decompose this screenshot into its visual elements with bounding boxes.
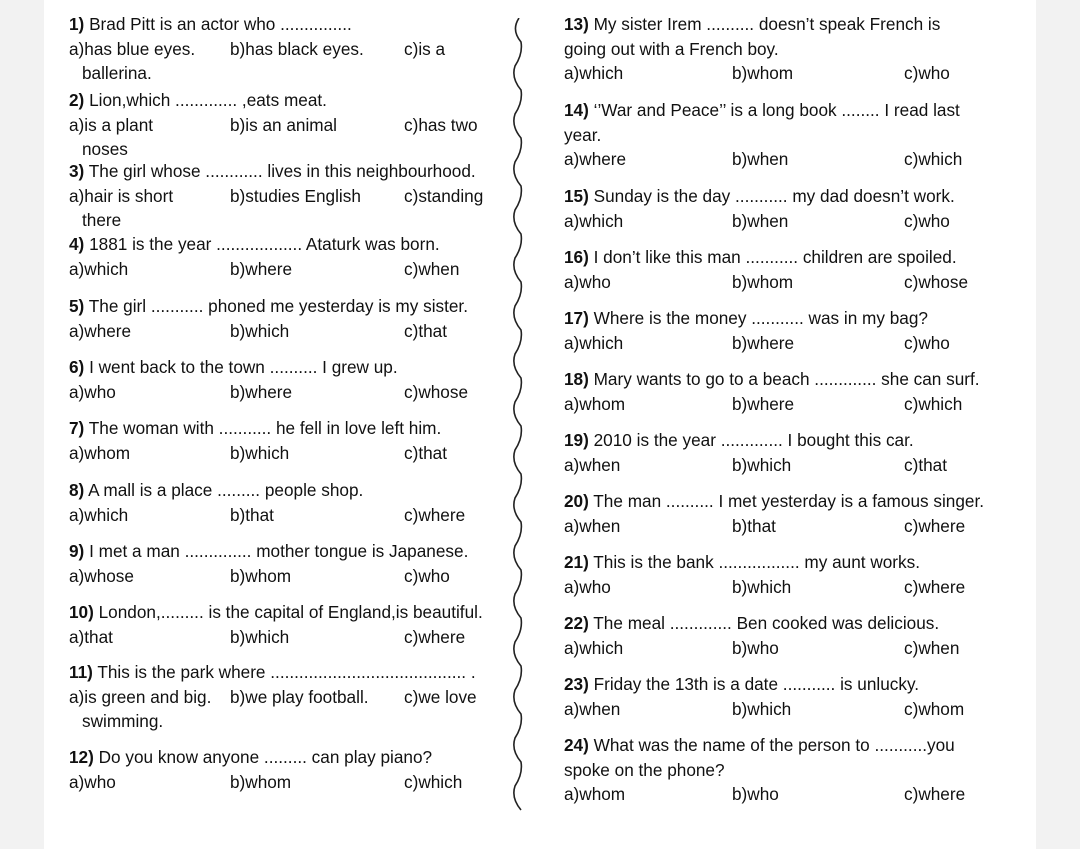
option-a: a)which	[564, 637, 624, 658]
question-text	[69, 745, 509, 770]
option-b: b)where	[732, 393, 795, 414]
answer-options	[69, 113, 509, 138]
question-stem: 2010 is the year ............. I bought this car.	[588, 430, 914, 450]
option-b: b)studies English	[230, 185, 361, 206]
option-b: b)which	[230, 320, 290, 341]
option-c: c)where	[904, 515, 966, 536]
question-stem: I don’t like this man ........... children are spoiled.	[588, 247, 957, 267]
option-b: b)where	[732, 332, 795, 353]
answer-options	[564, 636, 1014, 661]
question-7	[69, 416, 509, 465]
question-5	[69, 294, 509, 343]
question-stem-continuation: spoke on the phone?	[564, 759, 725, 780]
option-a: a)whose	[69, 565, 134, 586]
option-a: a)who	[564, 271, 611, 292]
option-c: c)where	[404, 504, 466, 525]
option-c: c)we love	[404, 686, 477, 707]
option-c: c)has two	[404, 114, 478, 135]
answer-options	[564, 331, 1014, 356]
answer-options	[69, 770, 509, 795]
option-c: c)whose	[404, 381, 468, 402]
option-b: b)whom	[230, 565, 292, 586]
answer-options	[564, 514, 1014, 539]
option-b: b)who	[732, 637, 779, 658]
question-text	[564, 428, 1014, 453]
question-stem: The woman with ........... he fell in love left him.	[84, 418, 442, 438]
question-stem: Lion,which ............. ,eats meat.	[84, 90, 327, 110]
question-15	[564, 184, 1014, 233]
question-number: 16)	[564, 247, 589, 267]
option-c: c)which	[904, 149, 963, 169]
worksheet-page	[44, 0, 1036, 849]
question-stem: Sunday is the day ........... my dad doesn’t work.	[588, 186, 955, 206]
question-stem: Where is the money ........... was in my bag?	[588, 308, 928, 328]
option-a: a)has blue eyes.	[69, 38, 196, 59]
question-number: 14)	[564, 100, 589, 120]
question-17	[564, 306, 1014, 355]
question-text	[564, 184, 1014, 209]
option-b: b)where	[230, 258, 293, 279]
question-stem: I met a man .............. mother tongue is Japanese.	[84, 541, 469, 561]
option-a: a)which	[69, 258, 129, 279]
question-number: 22)	[564, 613, 589, 633]
option-a: a)whom	[564, 784, 626, 804]
question-text	[69, 416, 509, 441]
option-c: c)where	[404, 626, 466, 647]
answer-options	[564, 209, 1014, 234]
question-20	[564, 489, 1014, 538]
question-stem: My sister Irem .......... doesn’t speak French is	[588, 14, 941, 34]
question-number: 3)	[69, 161, 85, 181]
question-number: 13)	[564, 14, 589, 34]
option-c: c)who	[904, 63, 950, 83]
question-text	[69, 355, 509, 380]
question-number: 20)	[564, 491, 589, 511]
option-b: b)that	[230, 504, 274, 525]
question-text	[69, 478, 509, 503]
question-9	[69, 539, 509, 588]
question-number: 24)	[564, 735, 589, 755]
option-c: c)who	[904, 332, 950, 353]
question-number: 8)	[69, 480, 85, 500]
question-stem: What was the name of the person to ...........you	[588, 735, 955, 755]
question-number: 6)	[69, 357, 85, 377]
answer-options	[69, 625, 509, 650]
question-number: 12)	[69, 747, 94, 767]
question-number: 4)	[69, 234, 85, 254]
question-text	[564, 489, 1014, 514]
option-b: b)which	[230, 626, 290, 647]
question-text	[564, 12, 1014, 37]
answer-options	[69, 37, 509, 62]
question-stem: This is the park where ......................................... .	[92, 662, 476, 682]
question-2	[69, 88, 509, 162]
question-stem-continuation: year.	[564, 124, 602, 145]
question-number: 23)	[564, 674, 589, 694]
question-13	[564, 12, 1014, 86]
option-a: a)when	[564, 515, 621, 536]
option-c: c)whom	[904, 698, 965, 719]
question-18	[564, 367, 1014, 416]
answer-options	[564, 61, 1014, 86]
question-12	[69, 745, 509, 794]
answer-options	[564, 453, 1014, 478]
question-stem: The meal ............. Ben cooked was delicious.	[588, 613, 940, 633]
question-text	[564, 367, 1014, 392]
question-stem: The girl ........... phoned me yesterday is my sister.	[84, 296, 468, 316]
question-number: 19)	[564, 430, 589, 450]
option-b: b)we play football.	[230, 686, 369, 707]
question-text	[564, 611, 1014, 636]
question-text	[69, 294, 509, 319]
option-a: a)which	[564, 63, 624, 83]
option-b: b)when	[732, 210, 789, 231]
question-number: 21)	[564, 552, 589, 572]
question-text	[69, 159, 509, 184]
option-b: b)where	[230, 381, 293, 402]
option-c: c)where	[904, 784, 966, 804]
question-stem: London,......... is the capital of England,is beautiful.	[93, 602, 483, 622]
question-10	[69, 600, 509, 649]
zigzag-divider	[509, 18, 529, 816]
question-stem: Friday the 13th is a date ........... is unlucky.	[588, 674, 920, 694]
question-text	[69, 88, 509, 113]
option-b: b)is an animal	[230, 114, 337, 135]
option-c-continuation: there	[82, 210, 122, 230]
question-number: 18)	[564, 369, 589, 389]
option-a: a)who	[564, 576, 611, 597]
question-text	[69, 232, 509, 257]
question-text	[564, 306, 1014, 331]
answer-options	[69, 441, 509, 466]
question-4	[69, 232, 509, 281]
question-19	[564, 428, 1014, 477]
option-c: c)that	[404, 320, 447, 341]
option-a: a)that	[69, 626, 113, 647]
option-a: a)where	[69, 320, 132, 341]
question-stem: 1881 is the year .................. Ataturk was born.	[84, 234, 440, 254]
question-text	[564, 672, 1014, 697]
option-c: c)who	[404, 565, 450, 586]
option-a: a)which	[564, 210, 624, 231]
option-c: c)where	[904, 576, 966, 597]
answer-options	[564, 392, 1014, 417]
question-number: 11)	[69, 662, 93, 682]
question-14	[564, 98, 1014, 172]
option-a: a)who	[69, 771, 116, 792]
question-1	[69, 12, 509, 86]
answer-options	[69, 685, 509, 710]
question-stem: The girl whose ............ lives in this neighbourhood.	[84, 161, 476, 181]
option-c: c)which	[904, 393, 963, 414]
option-c-continuation: swimming.	[82, 711, 164, 731]
question-stem-continuation: going out with a French boy.	[564, 38, 779, 59]
question-stem: The man .......... I met yesterday is a famous singer.	[588, 491, 985, 511]
question-6	[69, 355, 509, 404]
answer-options	[564, 697, 1014, 722]
question-23	[564, 672, 1014, 721]
option-b: b)whom	[732, 63, 794, 83]
question-text	[564, 550, 1014, 575]
option-c: c)standing	[404, 185, 484, 206]
option-a: a)where	[564, 149, 627, 169]
question-number: 10)	[69, 602, 94, 622]
answer-options	[69, 257, 509, 282]
question-stem: ‘’War and Peace’’ is a long book ........ I read last	[588, 100, 960, 120]
option-c: c)when	[404, 258, 460, 279]
option-c: c)who	[904, 210, 950, 231]
question-stem: I went back to the town .......... I grew up.	[84, 357, 398, 377]
question-number: 15)	[564, 186, 589, 206]
answer-options	[69, 380, 509, 405]
question-stem: A mall is a place ......... people shop.	[84, 480, 364, 500]
answer-options	[564, 147, 1014, 172]
option-a: a)who	[69, 381, 116, 402]
question-22	[564, 611, 1014, 660]
option-b: b)which	[732, 698, 792, 719]
answer-options	[69, 184, 509, 209]
option-a: a)whom	[69, 442, 131, 463]
option-b: b)which	[732, 454, 792, 475]
option-b: b)whom	[230, 771, 292, 792]
option-a: a)which	[564, 332, 624, 353]
question-text	[69, 12, 509, 37]
option-a: a)which	[69, 504, 129, 525]
option-a: a)whom	[564, 393, 626, 414]
option-c-continuation: ballerina.	[82, 63, 152, 83]
question-text	[564, 733, 1014, 758]
question-text	[564, 98, 1014, 123]
option-b: b)whom	[732, 271, 794, 292]
option-a: a)is green and big.	[69, 686, 212, 707]
option-b: b)which	[230, 442, 290, 463]
answer-options	[564, 575, 1014, 600]
option-c: c)that	[404, 442, 447, 463]
question-11	[69, 660, 509, 734]
question-8	[69, 478, 509, 527]
question-21	[564, 550, 1014, 599]
question-number: 1)	[69, 14, 85, 34]
answer-options	[69, 564, 509, 589]
option-b: b)when	[732, 149, 789, 169]
question-text	[564, 245, 1014, 270]
option-c: c)that	[904, 454, 947, 475]
question-number: 17)	[564, 308, 589, 328]
answer-options	[564, 782, 1014, 807]
option-c-continuation: noses	[82, 139, 128, 159]
question-16	[564, 245, 1014, 294]
option-b: b)has black eyes.	[230, 38, 364, 59]
option-b: b)which	[732, 576, 792, 597]
question-stem: Mary wants to go to a beach ............. she can surf.	[588, 369, 980, 389]
option-b: b)that	[732, 515, 776, 536]
option-a: a)is a plant	[69, 114, 154, 135]
question-number: 2)	[69, 90, 85, 110]
answer-options	[564, 270, 1014, 295]
option-c: c)which	[404, 771, 463, 792]
answer-options	[69, 503, 509, 528]
question-stem: Do you know anyone ......... can play piano?	[93, 747, 433, 767]
option-b: b)who	[732, 784, 779, 804]
question-number: 5)	[69, 296, 85, 316]
option-c: c)when	[904, 637, 960, 658]
question-text	[69, 600, 509, 625]
question-3	[69, 159, 509, 233]
question-number: 9)	[69, 541, 85, 561]
option-a: a)when	[564, 454, 621, 475]
question-text	[69, 539, 509, 564]
question-text	[69, 660, 509, 685]
option-a: a)when	[564, 698, 621, 719]
option-c: c)whose	[904, 271, 968, 292]
question-24	[564, 733, 1014, 807]
option-c: c)is a	[404, 38, 446, 59]
answer-options	[69, 319, 509, 344]
question-stem: This is the bank ................. my aunt works.	[588, 552, 920, 572]
option-a: a)hair is short	[69, 185, 174, 206]
question-number: 7)	[69, 418, 85, 438]
question-stem: Brad Pitt is an actor who ...............	[84, 14, 352, 34]
